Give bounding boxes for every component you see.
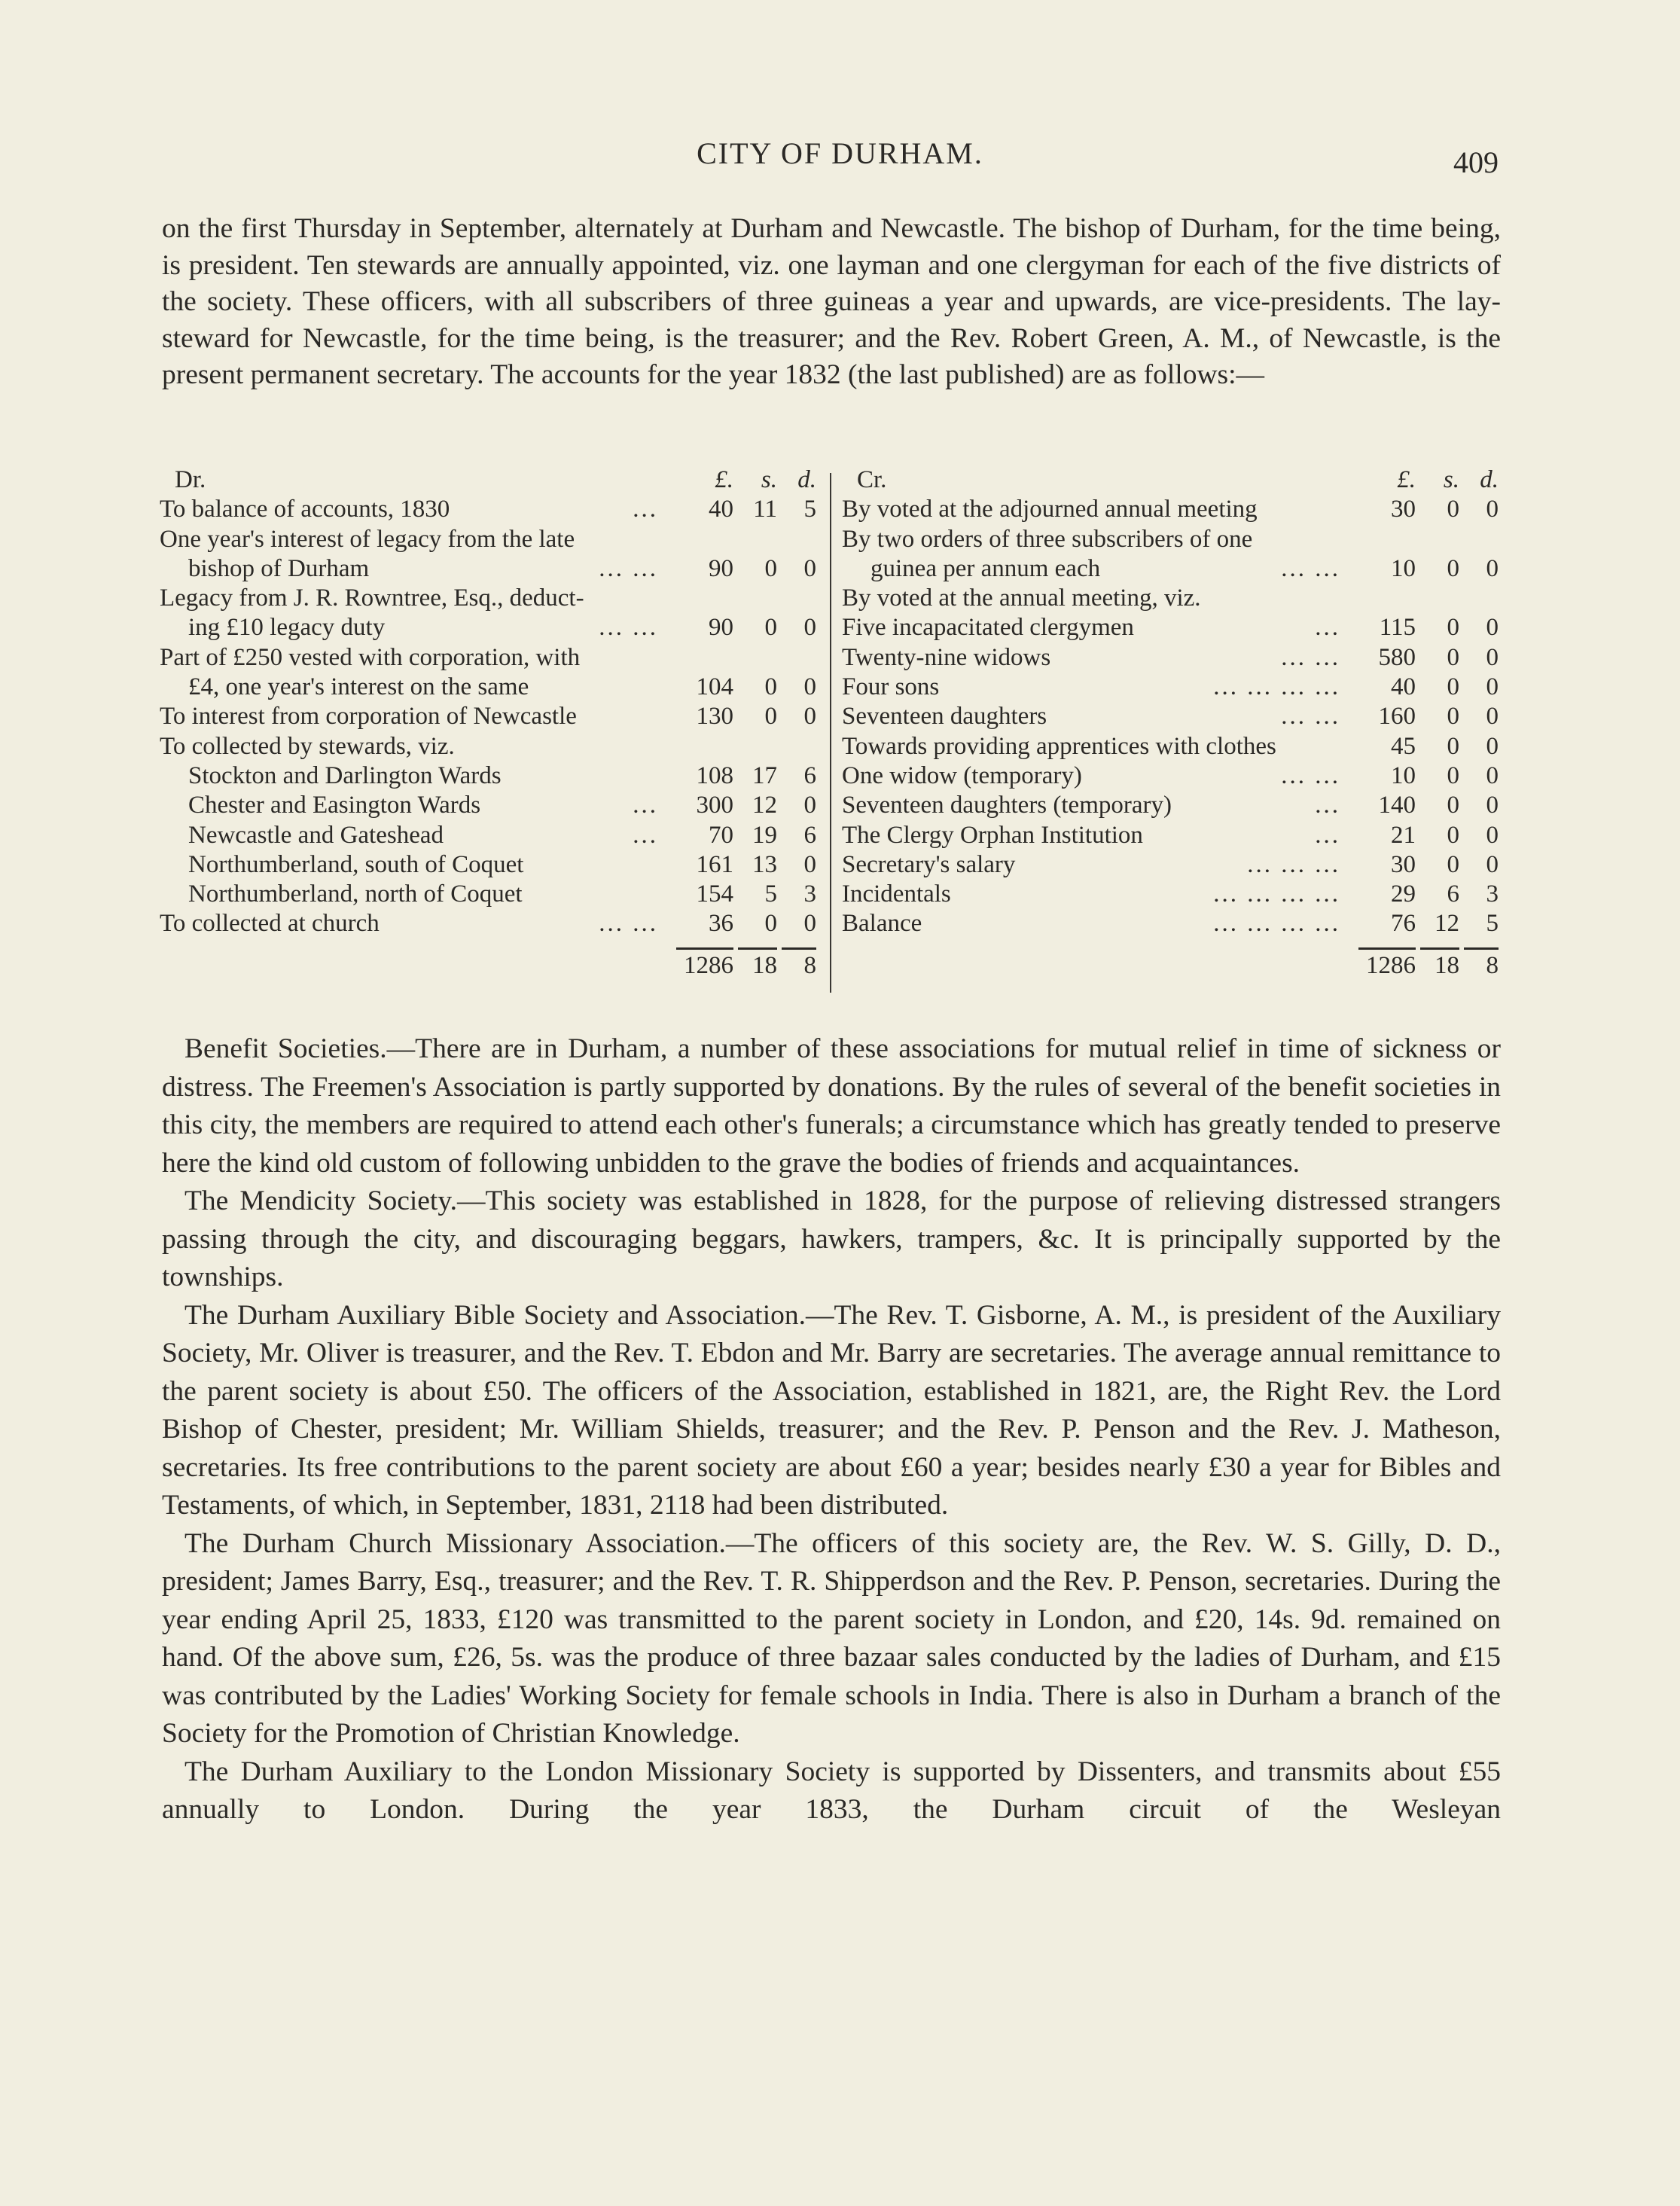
dot-leader: ... [633, 792, 658, 819]
account-label-text: Part of £250 vested with corporation, with [160, 643, 581, 671]
account-label-text: Twenty-nine widows [842, 643, 1051, 671]
account-label-text: Stockton and Darlington Wards [188, 761, 502, 789]
pounds-value: 29 [1391, 880, 1416, 908]
account-label [160, 791, 672, 820]
dot-leader: ... ... [1281, 643, 1340, 671]
text-segment: for female schools in India. There is also in Durham a branch of the [710, 1680, 1501, 1711]
account-row [160, 584, 816, 613]
account-label-text: Balance [842, 910, 922, 938]
account-label-text: By two orders of three subscribers of one [842, 525, 1253, 553]
account-label [160, 880, 672, 909]
account-label-text: Chester and Easington Wards [188, 792, 481, 819]
total-rule [160, 939, 816, 950]
pence-value: 0 [1486, 761, 1499, 789]
account-label-text: guinea per annum each [870, 554, 1101, 582]
dot-leader: ... ... ... ... [1213, 910, 1340, 938]
paragraph [162, 1030, 1501, 1182]
pounds-value [1354, 584, 1416, 613]
shillings-value: 0 [1447, 792, 1459, 819]
account-heading: Dr. [175, 466, 206, 493]
account-label [842, 761, 1354, 791]
account-label [842, 850, 1354, 880]
societies-section [162, 1030, 1501, 1829]
rule-spacer [160, 939, 672, 950]
shillings-value: 12 [1435, 910, 1459, 938]
account-row [842, 554, 1499, 584]
text-segment: on the first Thursday in September, alternately at Durham and Newcastle. The bishop of Durham, for the time being, is president. Ten stewards are annually appointed, viz. one layman and one clergyman for each of the five districts of the society. These officers, with all subscribers of three guineas a year and upwards, are vice-presidents. The lay-steward for Newcastle, for the time being, is the treasurer; and the Rev. Robert Green, A. M., of Newcastle, is the present permanent secretary. The accounts for the year 1832 (the last published) are as follows:— [162, 213, 1501, 390]
account-total-row [842, 951, 1499, 981]
total-pounds: 1286 [684, 951, 733, 979]
account-label [842, 643, 1354, 673]
dot-leader: ... [633, 821, 658, 849]
pence-value: 5 [1486, 910, 1499, 938]
account-row [160, 525, 816, 554]
shillings-value: 0 [1447, 850, 1459, 878]
pounds-column-header: £. [715, 466, 733, 493]
pounds-value: 40 [1391, 673, 1416, 701]
pence-value: 0 [803, 792, 816, 819]
account-label [842, 702, 1354, 731]
shillings-value: 0 [1447, 554, 1459, 582]
account-row [160, 821, 816, 850]
shillings-value: 6 [1447, 880, 1459, 908]
pence-value: 0 [803, 910, 816, 938]
dot-leader: ... ... [1281, 554, 1340, 582]
account-label [160, 673, 672, 702]
account-row [842, 821, 1499, 850]
account-row [842, 880, 1499, 909]
total-rule [842, 939, 1499, 950]
account-row [842, 525, 1499, 554]
account-label-text: One widow (temporary) [842, 761, 1082, 789]
shillings-value: 0 [764, 703, 777, 731]
dot-leader: ... ... ... ... [1213, 673, 1340, 701]
pounds-value: 76 [1391, 910, 1416, 938]
shillings-value: 12 [752, 792, 777, 819]
account-row [842, 495, 1499, 524]
dot-leader: ... [633, 496, 658, 523]
text-segment: —This society was established in 1828, for the purpose of relieving distressed strangers passing through the city, and discouraging beggars, hawkers, trampers, &c. It is principally supported by the townships. [162, 1185, 1501, 1292]
shillings-value: 11 [753, 496, 777, 523]
account-label [842, 673, 1354, 702]
italic-text: The Durham Auxiliary to the London Missionary Society [184, 1756, 870, 1787]
account-row [842, 673, 1499, 702]
pence-value [777, 643, 816, 673]
rule-line [738, 939, 777, 950]
account-row [160, 643, 816, 673]
account-label [842, 909, 1354, 938]
account-label [160, 554, 672, 584]
shillings-value: 13 [752, 850, 777, 878]
account-label-text: Five incapacitated clergymen [842, 614, 1134, 642]
account-row [160, 880, 816, 909]
account-label-text: Secretary's salary [842, 850, 1016, 878]
shillings-value: 0 [764, 614, 777, 642]
pence-value: 0 [1486, 643, 1499, 671]
dot-leader: ... ... [599, 910, 658, 938]
text-segment: —The officers of this society are, the Rev. W. S. Gilly, D. D., president; James Barry, Esq., treasurer; and the Rev. T. R. Shipperdson and the Rev. P. Penson, secretaries. During the year ending April 25, 1833, £120 was transmitted to the parent society in London, and £20, 14s. 9d. remained on hand. Of the above sum, £26, 5s. was the produce of three bazaar sales conducted by the ladies of Durham, and £15 was contributed by the [162, 1527, 1501, 1711]
account-label [160, 525, 672, 554]
shillings-value: 0 [1447, 496, 1459, 523]
account-label-text: Seventeen daughters [842, 703, 1047, 731]
account-label [842, 584, 1354, 613]
pence-value [777, 584, 816, 613]
shillings-value: 0 [1447, 761, 1459, 789]
pounds-value: 45 [1391, 732, 1416, 760]
pounds-value [672, 584, 733, 613]
running-head: CITY OF DURHAM. [697, 136, 983, 170]
dot-leader: ... ... [1281, 761, 1340, 789]
account-total-row [160, 951, 816, 981]
pence-value: 6 [803, 761, 816, 789]
pounds-value [1354, 525, 1416, 554]
account-label [160, 761, 672, 791]
pence-value [1459, 584, 1499, 613]
account-label [842, 554, 1354, 584]
account-label-text: Seventeen daughters (temporary) [842, 792, 1172, 819]
shillings-value: 0 [764, 910, 777, 938]
shillings-value: 19 [752, 821, 777, 849]
pence-value: 0 [803, 554, 816, 582]
column-divider [830, 473, 831, 993]
total-spacer [160, 951, 672, 981]
pounds-value: 300 [696, 792, 733, 819]
pence-value: 0 [1486, 496, 1499, 523]
account-label [160, 643, 672, 673]
account-label-text: Northumberland, south of Coquet [188, 850, 524, 878]
pounds-value: 154 [696, 880, 733, 908]
dot-leader: ... ... [599, 614, 658, 642]
pence-column-header: d. [1480, 466, 1499, 493]
account-label [842, 791, 1354, 820]
account-row [160, 909, 816, 938]
account-label-text: To collected by stewards, viz. [160, 732, 455, 760]
rule-line [1358, 939, 1416, 950]
pounds-column-header: £. [1397, 466, 1416, 493]
shillings-value: 0 [764, 554, 777, 582]
pence-value: 6 [803, 821, 816, 849]
pounds-value: 108 [696, 761, 733, 789]
text-segment: —There are in Durham, a number of these associations for mutual relief in time of sickness or distress. The Freemen's Association is partly supported by donations. By the rules of several of the benefit societies in this city, the members are required to attend each other's funerals; a circumstance which has greatly tended to preserve here the kind old custom of following unbidden to the grave the bodies of friends and acquaintances. [162, 1033, 1501, 1179]
debit-account-table [160, 465, 816, 981]
account-label [842, 525, 1354, 554]
account-row [160, 791, 816, 820]
pence-value: 0 [1486, 673, 1499, 701]
dot-leader: ... ... [1281, 703, 1340, 731]
account-label [160, 702, 672, 731]
account-row [842, 584, 1499, 613]
pounds-value: 30 [1391, 850, 1416, 878]
pence-value: 0 [1486, 732, 1499, 760]
account-label-text: To balance of accounts, 1830 [160, 496, 450, 523]
pounds-value: 140 [1378, 792, 1416, 819]
account-label [160, 732, 672, 761]
account-header-row [842, 465, 1499, 495]
total-spacer [842, 951, 1354, 981]
shillings-value [733, 525, 777, 554]
account-label [842, 821, 1354, 850]
account-label-text: To collected at church [160, 910, 380, 938]
pence-column-header: d. [797, 466, 816, 493]
pence-value [1459, 525, 1499, 554]
pence-value: 0 [803, 614, 816, 642]
rule-line [782, 939, 816, 950]
shillings-value [733, 584, 777, 613]
pence-value: 0 [1486, 703, 1499, 731]
pence-value [777, 525, 816, 554]
rule-spacer [842, 939, 1354, 950]
italic-text: Wesleyan [1392, 1794, 1501, 1825]
italic-text: Ladies' Working Society [431, 1680, 711, 1711]
pence-value: 0 [803, 850, 816, 878]
account-label-text: Northumberland, north of Coquet [188, 880, 523, 908]
account-label-text: One year's interest of legacy from the late [160, 525, 575, 553]
pence-value: 0 [803, 673, 816, 701]
account-header-row [160, 465, 816, 495]
account-label [160, 613, 672, 642]
text-segment: is supported by Dissenters, and transmits about £55 annually to London. During the year 1833, the Durham circuit of the [162, 1756, 1501, 1825]
account-row [842, 643, 1499, 673]
shillings-value: 5 [764, 880, 777, 908]
pence-value: 0 [803, 703, 816, 731]
paragraph [162, 1297, 1501, 1525]
credit-account-table [842, 465, 1499, 981]
pence-value: 3 [803, 880, 816, 908]
shillings-value: 0 [1447, 643, 1459, 671]
shillings-value: 0 [764, 673, 777, 701]
account-label-text: By voted at the adjourned annual meeting [842, 496, 1258, 523]
shillings-value: 0 [1447, 673, 1459, 701]
dot-leader: ... ... ... ... [1213, 880, 1340, 908]
paragraph [162, 1525, 1501, 1753]
italic-text: The Durham Church Missionary Association. [184, 1527, 726, 1559]
account-heading: Cr. [857, 466, 887, 493]
account-row [160, 702, 816, 731]
account-label [160, 909, 672, 938]
pounds-value: 90 [709, 554, 733, 582]
rule-line [676, 939, 733, 950]
shillings-value [733, 732, 777, 761]
account-label [160, 495, 672, 524]
pence-value: 0 [1486, 850, 1499, 878]
pounds-value: 10 [1391, 554, 1416, 582]
pence-value: 5 [803, 496, 816, 523]
total-shillings: 18 [1435, 951, 1459, 979]
pence-value [777, 732, 816, 761]
account-label-text: bishop of Durham [188, 554, 370, 582]
pounds-value: 36 [709, 910, 733, 938]
pounds-value [672, 732, 733, 761]
account-label-text: Legacy from J. R. Rowntree, Esq., deduct- [160, 584, 584, 612]
shillings-value: 0 [1447, 614, 1459, 642]
account-row [842, 732, 1499, 761]
account-label-text: To interest from corporation of Newcastle [160, 703, 577, 731]
account-row [842, 909, 1499, 938]
pounds-value: 104 [696, 673, 733, 701]
rule-line [1464, 939, 1499, 950]
shillings-value: 0 [1447, 703, 1459, 731]
page-number: 409 [1453, 145, 1499, 179]
account-label-text: £4, one year's interest on the same [188, 673, 529, 701]
pence-value: 0 [1486, 821, 1499, 849]
intro-paragraph [162, 211, 1501, 394]
pence-value: 0 [1486, 614, 1499, 642]
account-row [842, 791, 1499, 820]
pounds-value: 10 [1391, 761, 1416, 789]
shillings-column-header: s. [1443, 466, 1459, 493]
pounds-value: 580 [1378, 643, 1416, 671]
account-label-text: ing £10 legacy duty [188, 614, 386, 642]
shillings-value [1416, 584, 1459, 613]
account-row [160, 761, 816, 791]
total-pence: 8 [1486, 951, 1499, 979]
account-row [160, 850, 816, 880]
account-label [160, 584, 672, 613]
shillings-column-header: s. [761, 466, 777, 493]
pounds-value: 161 [696, 850, 733, 878]
account-label-text: By voted at the annual meeting, viz. [842, 584, 1201, 612]
pounds-value: 40 [709, 496, 733, 523]
pounds-value: 70 [709, 821, 733, 849]
pounds-value: 30 [1391, 496, 1416, 523]
account-row [842, 702, 1499, 731]
pounds-value: 90 [709, 614, 733, 642]
account-label [842, 495, 1354, 524]
pence-value: 3 [1486, 880, 1499, 908]
dot-leader: ... [1315, 792, 1340, 819]
italic-text: The Durham Auxiliary Bible Society and Association. [184, 1299, 806, 1331]
account-label-text: Incidentals [842, 880, 951, 908]
paragraph [162, 1753, 1501, 1829]
account-row [160, 673, 816, 702]
account-row [842, 613, 1499, 642]
pounds-value: 160 [1378, 703, 1416, 731]
shillings-value [733, 643, 777, 673]
pounds-value: 115 [1379, 614, 1416, 642]
paragraph [162, 1182, 1501, 1297]
account-label-text: Towards providing apprentices with clothes [842, 732, 1276, 760]
dot-leader: ... [1315, 614, 1340, 642]
italic-text: The Mendicity Society. [184, 1185, 458, 1216]
dot-leader: ... ... ... [1247, 850, 1340, 878]
pounds-value: 130 [696, 703, 733, 731]
text-segment: —The Rev. T. Gisborne, A. M., is president of the Auxiliary Society, Mr. Oliver is treasurer, and the Rev. T. Ebdon and Mr. Barry are secretaries. The average annual remittance to the parent society is about £50. The officers of the Association, established in 1821, are, the Right Rev. the Lord Bishop of Chester, president; Mr. William Shields, treasurer; and the Rev. P. Penson and the Rev. J. Matheson, secretaries. Its free contributions to the parent society are about £60 a year; besides nearly £30 a year for Bibles and Testaments, of which, in September, 1831, 2118 had been distributed. [162, 1299, 1501, 1521]
account-label [842, 613, 1354, 642]
account-row [842, 850, 1499, 880]
account-row [160, 613, 816, 642]
shillings-value [1416, 525, 1459, 554]
account-label-text: Four sons [842, 673, 940, 701]
total-pence: 8 [803, 951, 816, 979]
shillings-value: 0 [1447, 821, 1459, 849]
italic-text: Benefit Societies. [184, 1033, 387, 1064]
shillings-value: 0 [1447, 732, 1459, 760]
account-label-text: Newcastle and Gateshead [188, 821, 444, 849]
pounds-value [672, 643, 733, 673]
account-row [160, 732, 816, 761]
account-row [160, 495, 816, 524]
pence-value: 0 [1486, 554, 1499, 582]
total-shillings: 18 [752, 951, 777, 979]
pounds-value [672, 525, 733, 554]
dot-leader: ... [1315, 821, 1340, 849]
dot-leader: ... ... [599, 554, 658, 582]
shillings-value: 17 [752, 761, 777, 789]
account-row [160, 554, 816, 584]
account-label [842, 732, 1354, 761]
account-row [842, 761, 1499, 791]
account-label [842, 880, 1354, 909]
italic-text: Society for the Promotion of Christian Knowledge. [162, 1718, 740, 1749]
account-label [160, 821, 672, 850]
pounds-value: 21 [1391, 821, 1416, 849]
total-pounds: 1286 [1366, 951, 1416, 979]
account-label [160, 850, 672, 880]
account-label-text: The Clergy Orphan Institution [842, 821, 1143, 849]
pence-value: 0 [1486, 792, 1499, 819]
rule-line [1420, 939, 1459, 950]
